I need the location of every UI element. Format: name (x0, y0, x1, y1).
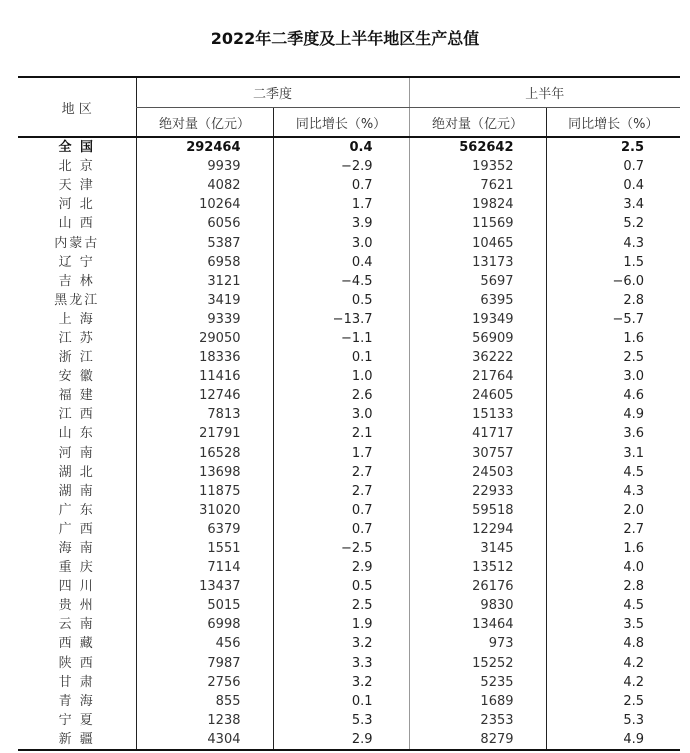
h1-abs-cell: 13512 (409, 558, 546, 577)
h1-growth-cell: 3.4 (546, 195, 680, 214)
table-row (18, 692, 680, 711)
h1-abs-cell: 24503 (409, 463, 546, 482)
region-cell: 全 国 (58, 140, 96, 156)
h1-abs-cell: 15133 (409, 405, 546, 424)
h1-abs-cell: 973 (409, 634, 546, 653)
h1-abs-cell: 15252 (409, 654, 546, 673)
h1-growth-cell: 0.4 (546, 176, 680, 195)
region-cell: 黑龙江 (54, 292, 100, 308)
q2-growth-cell: 0.4 (273, 253, 409, 272)
h1-growth-cell: 4.0 (546, 558, 680, 577)
table-row (18, 520, 680, 539)
table-row (18, 329, 680, 348)
q2-growth-cell: 2.9 (273, 558, 409, 577)
q2-abs-cell: 11875 (136, 482, 273, 501)
h1-abs-cell: 13464 (409, 615, 546, 634)
q2-abs-cell: 6998 (136, 615, 273, 634)
table-row (18, 577, 680, 596)
q2-growth-cell: 0.4 (273, 137, 409, 157)
table-row (18, 176, 680, 195)
q2-abs-cell: 21791 (136, 424, 273, 443)
header-h1: 上半年 (409, 77, 680, 108)
table-row (18, 558, 680, 577)
q2-abs-cell: 7114 (136, 558, 273, 577)
q2-abs-cell: 456 (136, 634, 273, 653)
h1-growth-cell: 4.9 (546, 730, 680, 750)
h1-growth-cell: 2.8 (546, 577, 680, 596)
q2-growth-cell: −4.5 (273, 272, 409, 291)
h1-abs-cell: 19352 (409, 157, 546, 176)
table-row (18, 501, 680, 520)
q2-growth-cell: −1.1 (273, 329, 409, 348)
h1-abs-cell: 41717 (409, 424, 546, 443)
region-cell: 湖 北 (58, 464, 95, 480)
q2-growth-cell: −2.9 (273, 157, 409, 176)
table-row (18, 424, 680, 443)
h1-growth-cell: 4.3 (546, 482, 680, 501)
table-row (18, 711, 680, 730)
h1-growth-cell: 4.5 (546, 596, 680, 615)
q2-growth-cell: 0.1 (273, 692, 409, 711)
region-cell: 宁 夏 (58, 712, 95, 728)
region-cell: 浙 江 (58, 350, 95, 366)
h1-abs-cell: 19824 (409, 195, 546, 214)
region-cell: 吉 林 (58, 273, 95, 289)
region-cell: 广 西 (58, 521, 95, 537)
h1-growth-cell: 3.1 (546, 444, 680, 463)
q2-growth-cell: 3.0 (273, 405, 409, 424)
q2-abs-cell: 4304 (136, 730, 273, 750)
q2-growth-cell: 3.3 (273, 654, 409, 673)
q2-growth-cell: 3.0 (273, 233, 409, 252)
q2-abs-cell: 292464 (136, 137, 273, 157)
table-row (18, 310, 680, 329)
q2-growth-cell: 2.5 (273, 596, 409, 615)
q2-growth-cell: 3.2 (273, 634, 409, 653)
page-title: 2022年二季度及上半年地区生产总值 (210, 29, 480, 48)
h1-abs-cell: 1689 (409, 692, 546, 711)
h1-abs-cell: 7621 (409, 176, 546, 195)
region-cell: 海 南 (58, 541, 95, 557)
region-cell: 江 西 (58, 407, 95, 423)
h1-growth-cell: 4.5 (546, 463, 680, 482)
table-row (18, 157, 680, 176)
h1-abs-cell: 5235 (409, 673, 546, 692)
q2-growth-cell: 0.5 (273, 291, 409, 310)
q2-growth-cell: −13.7 (273, 310, 409, 329)
h1-growth-cell: 4.2 (546, 673, 680, 692)
table-row (18, 272, 680, 291)
q2-abs-cell: 6958 (136, 253, 273, 272)
h1-growth-cell: 2.7 (546, 520, 680, 539)
region-cell: 青 海 (58, 693, 95, 709)
table-row (18, 233, 680, 252)
table-row-total (18, 137, 680, 157)
region-cell: 山 东 (58, 426, 95, 442)
h1-growth-cell: 5.2 (546, 214, 680, 233)
q2-growth-cell: 5.3 (273, 711, 409, 730)
header-h1-growth: 同比增长（%） (546, 108, 680, 138)
q2-growth-cell: 0.7 (273, 520, 409, 539)
region-cell: 江 苏 (58, 330, 95, 346)
h1-growth-cell: 4.9 (546, 405, 680, 424)
q2-abs-cell: 9939 (136, 157, 273, 176)
q2-growth-cell: 1.7 (273, 444, 409, 463)
table-row (18, 463, 680, 482)
header-q2: 二季度 (136, 77, 409, 108)
header-q2-growth: 同比增长（%） (273, 108, 409, 138)
q2-abs-cell: 7987 (136, 654, 273, 673)
region-cell: 重 庆 (58, 560, 95, 576)
h1-growth-cell: 4.8 (546, 634, 680, 653)
q2-abs-cell: 13698 (136, 463, 273, 482)
h1-growth-cell: 2.0 (546, 501, 680, 520)
header-row-groups (18, 77, 680, 108)
h1-growth-cell: 1.5 (546, 253, 680, 272)
q2-growth-cell: 3.9 (273, 214, 409, 233)
q2-abs-cell: 6379 (136, 520, 273, 539)
table-row (18, 654, 680, 673)
h1-abs-cell: 19349 (409, 310, 546, 329)
h1-growth-cell: 3.0 (546, 367, 680, 386)
table-row (18, 386, 680, 405)
q2-growth-cell: 2.7 (273, 463, 409, 482)
h1-growth-cell: 4.2 (546, 654, 680, 673)
q2-abs-cell: 5387 (136, 233, 273, 252)
table-row (18, 634, 680, 653)
h1-abs-cell: 12294 (409, 520, 546, 539)
h1-abs-cell: 30757 (409, 444, 546, 463)
region-cell: 湖 南 (58, 483, 95, 499)
q2-growth-cell: 1.9 (273, 615, 409, 634)
h1-growth-cell: 3.6 (546, 424, 680, 443)
q2-abs-cell: 11416 (136, 367, 273, 386)
h1-growth-cell: 2.8 (546, 291, 680, 310)
h1-abs-cell: 11569 (409, 214, 546, 233)
q2-growth-cell: 1.7 (273, 195, 409, 214)
q2-abs-cell: 12746 (136, 386, 273, 405)
q2-abs-cell: 1238 (136, 711, 273, 730)
table-row (18, 444, 680, 463)
h1-abs-cell: 5697 (409, 272, 546, 291)
q2-growth-cell: 0.1 (273, 348, 409, 367)
region-cell: 甘 肃 (58, 674, 95, 690)
region-cell: 新 疆 (18, 730, 136, 750)
region-cell: 山 西 (58, 216, 95, 232)
region-cell: 辽 宁 (58, 254, 95, 270)
q2-growth-cell: 0.5 (273, 577, 409, 596)
region-cell: 内蒙古 (54, 235, 100, 251)
region-cell: 河 北 (58, 197, 95, 213)
table-row (18, 730, 680, 750)
h1-abs-cell: 6395 (409, 291, 546, 310)
q2-abs-cell: 3121 (136, 272, 273, 291)
q2-abs-cell: 855 (136, 692, 273, 711)
region-cell: 天 津 (58, 178, 95, 194)
region-cell: 西 藏 (58, 636, 95, 652)
q2-growth-cell: 0.7 (273, 176, 409, 195)
header-q2-abs: 绝对量（亿元） (136, 108, 273, 138)
q2-abs-cell: 6056 (136, 214, 273, 233)
h1-abs-cell: 21764 (409, 367, 546, 386)
h1-abs-cell: 36222 (409, 348, 546, 367)
q2-abs-cell: 3419 (136, 291, 273, 310)
region-cell: 上 海 (58, 311, 95, 327)
table-row (18, 596, 680, 615)
q2-abs-cell: 31020 (136, 501, 273, 520)
region-cell: 陕 西 (58, 655, 95, 671)
q2-growth-cell: −2.5 (273, 539, 409, 558)
region-cell: 贵 州 (58, 598, 95, 614)
h1-growth-cell: −5.7 (546, 310, 680, 329)
h1-abs-cell: 9830 (409, 596, 546, 615)
h1-abs-cell: 2353 (409, 711, 546, 730)
h1-growth-cell: 1.6 (546, 539, 680, 558)
table-row (18, 195, 680, 214)
q2-abs-cell: 1551 (136, 539, 273, 558)
h1-growth-cell: 5.3 (546, 711, 680, 730)
h1-abs-cell: 8279 (409, 730, 546, 750)
q2-growth-cell: 2.1 (273, 424, 409, 443)
q2-abs-cell: 4082 (136, 176, 273, 195)
table-row (18, 482, 680, 501)
q2-abs-cell: 29050 (136, 329, 273, 348)
q2-growth-cell: 1.0 (273, 367, 409, 386)
h1-growth-cell: 3.5 (546, 615, 680, 634)
region-cell: 安 徽 (58, 369, 95, 385)
q2-abs-cell: 5015 (136, 596, 273, 615)
q2-abs-cell: 10264 (136, 195, 273, 214)
h1-abs-cell: 10465 (409, 233, 546, 252)
table-row (18, 348, 680, 367)
h1-growth-cell: 1.6 (546, 329, 680, 348)
h1-abs-cell: 3145 (409, 539, 546, 558)
h1-abs-cell: 59518 (409, 501, 546, 520)
q2-growth-cell: 2.9 (273, 730, 409, 750)
region-cell: 福 建 (58, 388, 95, 404)
q2-growth-cell: 0.7 (273, 501, 409, 520)
h1-growth-cell: 2.5 (546, 348, 680, 367)
header-region: 地 区 (18, 77, 136, 137)
table-row (18, 253, 680, 272)
region-cell: 四 川 (58, 579, 95, 595)
table-row (18, 615, 680, 634)
h1-abs-cell: 22933 (409, 482, 546, 501)
h1-abs-cell: 56909 (409, 329, 546, 348)
region-cell: 广 东 (58, 502, 95, 518)
region-cell: 云 南 (58, 617, 95, 633)
region-cell: 北 京 (58, 159, 95, 175)
table-row (18, 405, 680, 424)
h1-abs-cell: 24605 (409, 386, 546, 405)
table-body (18, 137, 680, 750)
region-cell: 河 南 (58, 445, 95, 461)
q2-abs-cell: 18336 (136, 348, 273, 367)
q2-growth-cell: 2.7 (273, 482, 409, 501)
h1-growth-cell: 4.6 (546, 386, 680, 405)
h1-growth-cell: 2.5 (546, 137, 680, 157)
h1-abs-cell: 26176 (409, 577, 546, 596)
h1-growth-cell: 4.3 (546, 233, 680, 252)
h1-growth-cell: −6.0 (546, 272, 680, 291)
table-row (18, 291, 680, 310)
gdp-table (18, 76, 680, 751)
q2-growth-cell: 3.2 (273, 673, 409, 692)
q2-abs-cell: 2756 (136, 673, 273, 692)
table-row (18, 214, 680, 233)
q2-abs-cell: 13437 (136, 577, 273, 596)
h1-abs-cell: 13173 (409, 253, 546, 272)
table-row (18, 539, 680, 558)
q2-abs-cell: 7813 (136, 405, 273, 424)
header-h1-abs: 绝对量（亿元） (409, 108, 546, 138)
table-row (18, 367, 680, 386)
q2-growth-cell: 2.6 (273, 386, 409, 405)
table-row (18, 673, 680, 692)
h1-growth-cell: 0.7 (546, 157, 680, 176)
q2-abs-cell: 16528 (136, 444, 273, 463)
h1-growth-cell: 2.5 (546, 692, 680, 711)
q2-abs-cell: 9339 (136, 310, 273, 329)
h1-abs-cell: 562642 (409, 137, 546, 157)
